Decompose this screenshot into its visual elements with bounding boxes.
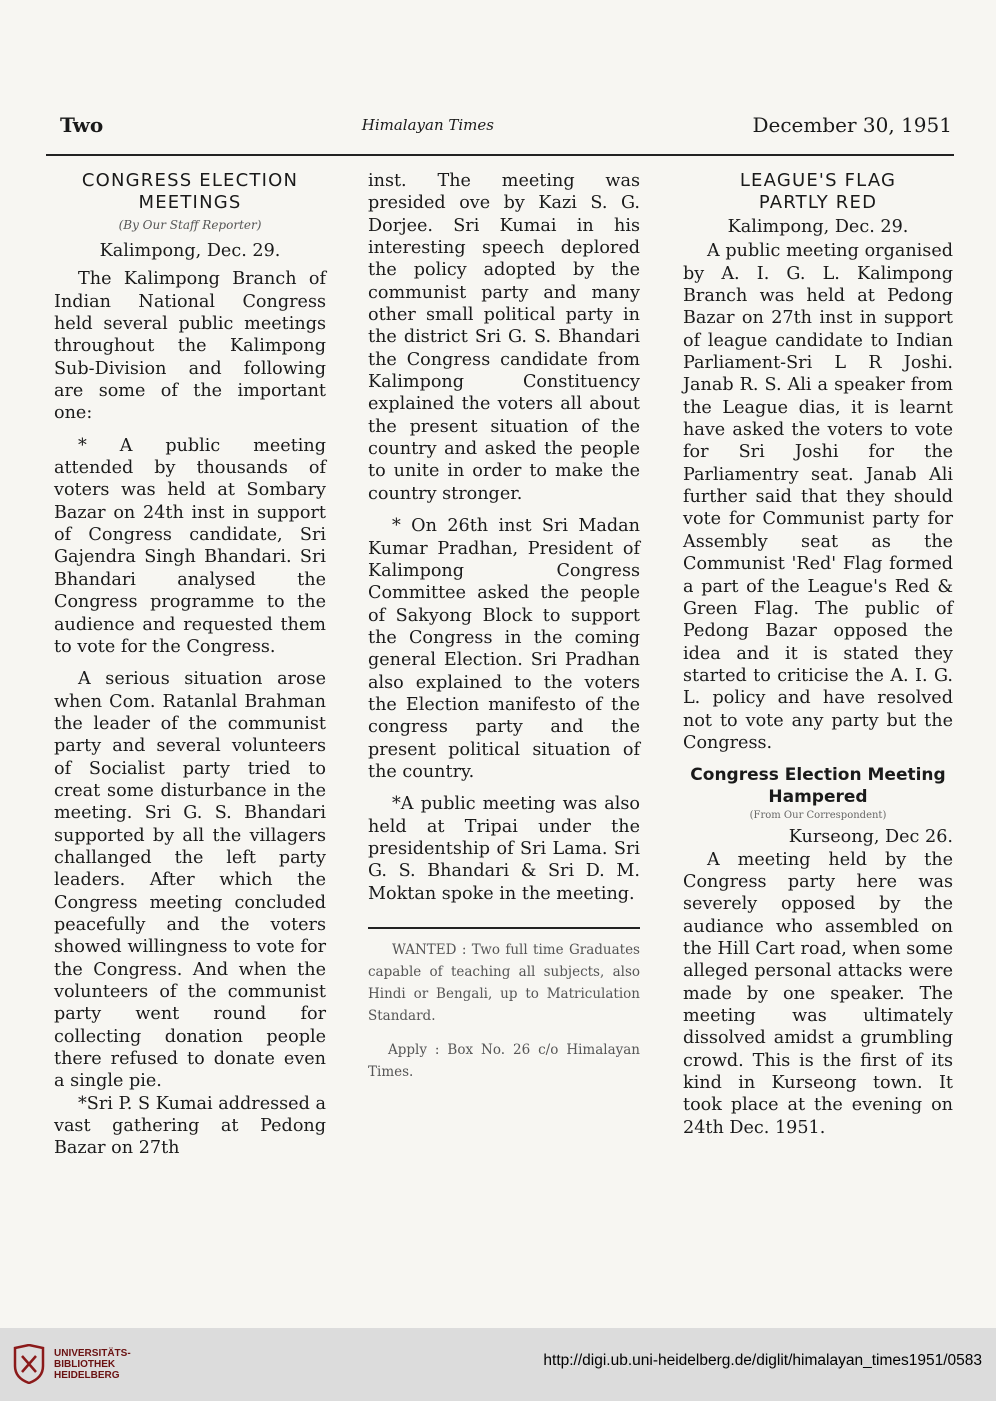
article-heading-line2: PARTLY RED bbox=[758, 192, 878, 213]
paragraph: * On 26th inst Sri Madan Kumar Pradhan, President of Kalimpong Congress Committee asked the people of Sakyong Block to support the Congress in the coming general Election. Sri Pradhan also explained to the voters the Election manifesto of the congress party and the present political situation of the country. bbox=[368, 516, 640, 782]
column-2 bbox=[368, 170, 640, 1083]
paragraph: inst. The meeting was presided ove by Kazi S. G. Dorjee. Sri Kumai in his interesting speech deplored the policy adopted by the communist party and many other small political party in the district Sri G. S. Bhandari the Congress candidate from Kalimpong Constituency explained the voters all about the present situation of the country and asked the people to unite in order to make the country stronger. bbox=[368, 171, 640, 504]
dateline: Kalimpong, Dec. 29. bbox=[727, 217, 909, 237]
advertisement-text: WANTED : Two full time Graduates capable of teaching all subjects, also Hindi or Bengali, up to Matriculation Standard. bbox=[368, 942, 640, 1024]
advertisement bbox=[368, 939, 640, 1083]
article-heading: CONGRESS ELECTION bbox=[81, 170, 299, 191]
byline: (From Our Correspondent) bbox=[749, 810, 887, 822]
library-footer bbox=[0, 1328, 996, 1401]
paragraph: A meeting held by the Congress party here was severely opposed by the audiance who assembled on the Hill Cart road, when some alleged personal attacks were made by one speaker. The meeting was ultimately dissolved amidst a grumbling crowd. This is the first of its kind in Kurseong town. It took place at the evening on 24th Dec. 1951. bbox=[683, 849, 953, 1138]
column-3 bbox=[683, 170, 953, 1139]
article-heading: LEAGUE'S FLAG bbox=[739, 170, 897, 191]
source-url[interactable]: http://digi.ub.uni-heidelberg.de/diglit/himalayan_times1951/0583 bbox=[543, 1352, 982, 1369]
issue-date: December 30, 1951 bbox=[752, 113, 952, 137]
advertisement-apply: Apply : Box No. 26 c/o Himalayan Times. bbox=[368, 1042, 640, 1080]
article-heading-line2: MEETINGS bbox=[138, 192, 242, 213]
paragraph: *Sri P. S Kumai addressed a vast gathering at Pedong Bazar on 27th bbox=[54, 1093, 326, 1159]
paragraph: *A public meeting was also held at Tripai under the presidentship of Sri Lama. Sri G. S. Bhandari & Sri D. M. Moktan spoke in the meeting. bbox=[368, 794, 640, 904]
article-heading: Congress Election Meeting bbox=[690, 765, 946, 786]
page-number: Two bbox=[60, 113, 104, 137]
column-1 bbox=[54, 170, 326, 1160]
masthead bbox=[60, 108, 952, 142]
library-logo[interactable] bbox=[12, 1344, 131, 1384]
byline: (By Our Staff Reporter) bbox=[118, 218, 262, 232]
paragraph: A public meeting organised by A. I. G. L. Kalimpong Branch was held at Pedong Bazar on 27th inst in support of league candidate to Indian Parliament-Sri L R Joshi. Janab R. S. Ali a speaker from the League dias, it is learnt have asked the voters to vote for Sri Joshi for the Parliamentry seat. Janab Ali further said that they should vote for Communist party for Assembly seat as the Communist 'Red' Flag formed a part of the League's Red & Green Flag. The public of Pedong Bazar opposed the idea and it is stated they started to criticise the A. I. G. L. policy and have resolved not to vote any party but the Congress. bbox=[683, 241, 953, 753]
paragraph: * A public meeting attended by thousands of voters was held at Sombary Bazar on 24th inst in support of Congress candidate, Sri Gajendra Singh Bhandari. Sri Bhandari analysed the Congress programme to the audience and requested them to vote for the Congress. bbox=[54, 435, 326, 657]
dateline: Kurseong, Dec 26. bbox=[788, 827, 953, 848]
paragraph: The Kalimpong Branch of Indian National Congress held several public meetings throughout the Kalimpong Sub-Division and following are some of the important one: bbox=[54, 269, 326, 424]
library-name: UNIVERSITÄTS- BIBLIOTHEK HEIDELBERG bbox=[54, 1347, 131, 1381]
masthead-rule bbox=[46, 154, 954, 156]
library-seal-icon bbox=[12, 1344, 46, 1384]
dateline: Kalimpong, Dec. 29. bbox=[99, 241, 281, 261]
newspaper-title: Himalayan Times bbox=[361, 116, 494, 134]
paragraph: A serious situation arose when Com. Ratanlal Brahman the leader of the communist party and several volunteers of Socialist party tried to creat some disturbance in the meeting. Sri G. S. Bhandari supported by all the villagers challanged the left party leaders. After which the Congress meeting concluded peacefully and the voters showed willingness to vote for the Congress. And when the volunteers of the communist party went round for collecting donation people there refused to donate even a single pie. bbox=[54, 669, 326, 1092]
advertisement-divider bbox=[368, 927, 640, 929]
article-heading-line2: Hampered bbox=[768, 787, 868, 808]
